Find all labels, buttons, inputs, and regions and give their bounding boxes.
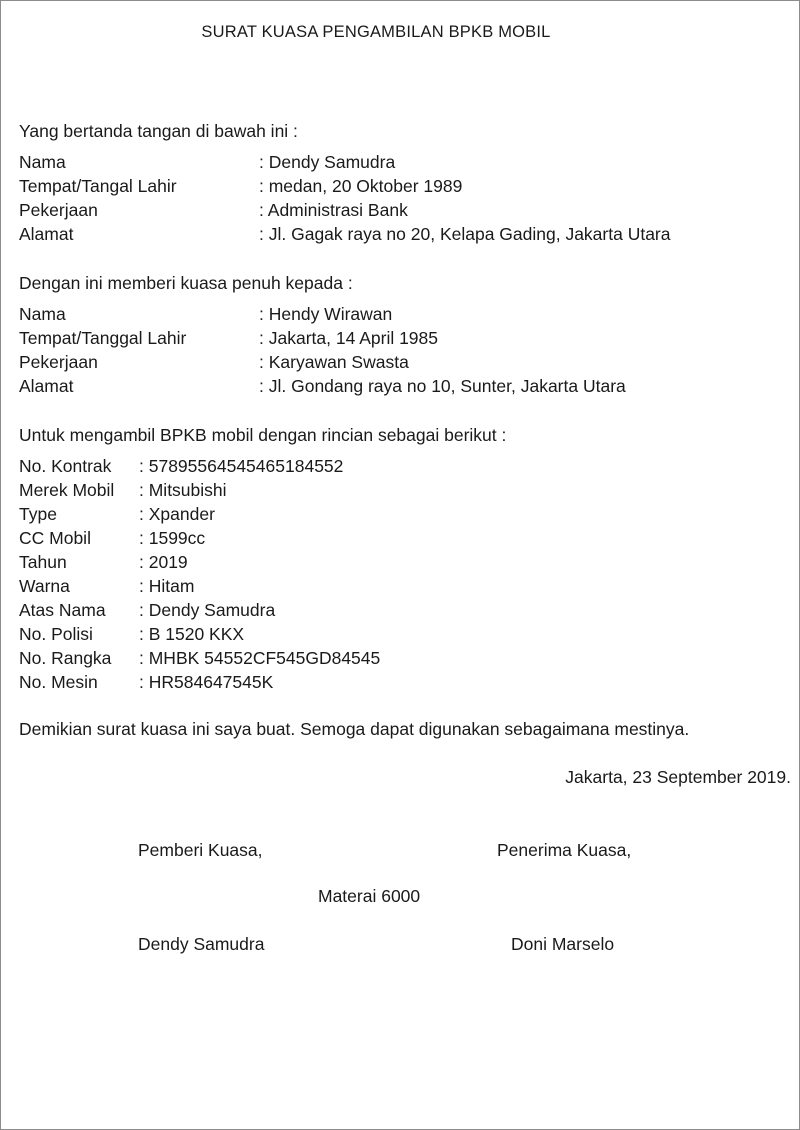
detail-value: : MHBK 54552CF545GD84545 (139, 646, 380, 670)
detail-value: : Jakarta, 14 April 1985 (259, 326, 438, 350)
detail-row (19, 478, 380, 502)
detail-label: CC Mobil (19, 528, 91, 548)
detail-row (19, 670, 380, 694)
detail-label: Pekerjaan (19, 200, 98, 220)
detail-label: Tempat/Tangal Lahir (19, 176, 177, 196)
detail-label: No. Mesin (19, 672, 98, 692)
penerima-details (19, 302, 626, 398)
detail-row (19, 598, 380, 622)
detail-label: Atas Nama (19, 600, 106, 620)
detail-row (19, 574, 380, 598)
detail-value: : Karyawan Swasta (259, 350, 409, 374)
detail-label: Nama (19, 152, 66, 172)
detail-value: : 2019 (139, 550, 188, 574)
materai-stamp: Materai 6000 (318, 886, 421, 906)
detail-value: : Hitam (139, 574, 194, 598)
detail-row (19, 374, 626, 398)
detail-row (19, 526, 380, 550)
detail-label: Nama (19, 304, 66, 324)
letter-title: SURAT KUASA PENGAMBILAN BPKB MOBIL (201, 23, 551, 41)
detail-value: : medan, 20 Oktober 1989 (259, 174, 462, 198)
detail-row (19, 550, 380, 574)
detail-label: Warna (19, 576, 70, 596)
detail-row (19, 646, 380, 670)
detail-label: Alamat (19, 376, 74, 396)
detail-value: : B 1520 KKX (139, 622, 244, 646)
pemberi-details (19, 150, 671, 246)
letter-date: Jakarta, 23 September 2019. (565, 767, 791, 787)
rincian-intro-text: Untuk mengambil BPKB mobil dengan rincian sebagai berikut : (19, 425, 507, 445)
vehicle-details (19, 454, 380, 694)
penerima-kuasa-label: Penerima Kuasa, (497, 840, 632, 860)
detail-row (19, 454, 380, 478)
detail-label: No. Kontrak (19, 456, 112, 476)
detail-row (19, 174, 671, 198)
detail-label: Tahun (19, 552, 67, 572)
detail-value: : Jl. Gagak raya no 20, Kelapa Gading, Jakarta Utara (259, 222, 671, 246)
detail-label: Tempat/Tanggal Lahir (19, 328, 187, 348)
detail-value: : Xpander (139, 502, 215, 526)
detail-row (19, 302, 626, 326)
detail-label: Type (19, 504, 57, 524)
detail-value: : Dendy Samudra (139, 598, 275, 622)
pemberi-kuasa-name: Dendy Samudra (138, 934, 265, 954)
detail-row (19, 222, 671, 246)
detail-row (19, 622, 380, 646)
detail-value: : Jl. Gondang raya no 10, Sunter, Jakarta Utara (259, 374, 626, 398)
detail-row (19, 326, 626, 350)
intro-text: Yang bertanda tangan di bawah ini : (19, 121, 298, 141)
detail-label: Pekerjaan (19, 352, 98, 372)
detail-row (19, 350, 626, 374)
detail-row (19, 502, 380, 526)
closing-text: Demikian surat kuasa ini saya buat. Semoga dapat digunakan sebagaimana mestinya. (19, 719, 690, 739)
detail-label: No. Rangka (19, 648, 112, 668)
detail-label: No. Polisi (19, 624, 93, 644)
pemberi-kuasa-label: Pemberi Kuasa, (138, 840, 263, 860)
detail-label: Alamat (19, 224, 74, 244)
detail-value: : HR584647545K (139, 670, 273, 694)
penerima-kuasa-name: Doni Marselo (511, 934, 615, 954)
detail-row (19, 150, 671, 174)
detail-value: : 1599cc (139, 526, 205, 550)
detail-label: Merek Mobil (19, 480, 115, 500)
detail-value: : 57895564545465184552 (139, 454, 343, 478)
detail-value: : Mitsubishi (139, 478, 227, 502)
detail-value: : Hendy Wirawan (259, 302, 392, 326)
detail-value: : Dendy Samudra (259, 150, 395, 174)
detail-row (19, 198, 671, 222)
kuasa-intro-text: Dengan ini memberi kuasa penuh kepada : (19, 273, 353, 293)
detail-value: : Administrasi Bank (259, 198, 408, 222)
